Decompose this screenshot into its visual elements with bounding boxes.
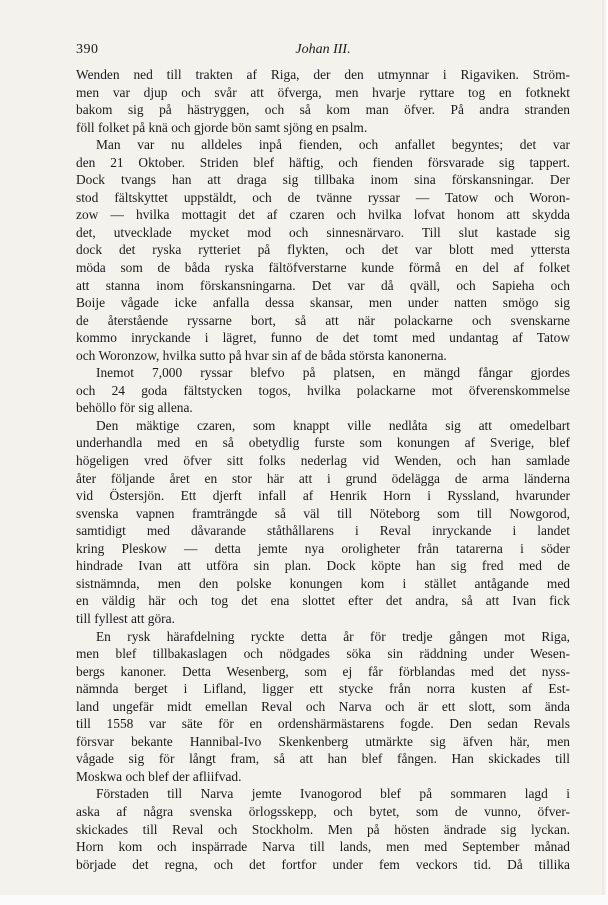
text-line: kommo inryckande i lägret, funno de det tomt med undantag af Tatow [76, 330, 570, 346]
text-line: Man var nu alldeles inpå fienden, och anfallet begyntes; det var [96, 137, 570, 153]
page-header [76, 42, 570, 62]
text-line: och Woronzow, hvilka sutto på hvar sin af de båda största kanonerna. [76, 347, 447, 363]
text-line: försvar bekante Hannibal-Ivo Skenkenberg utmärkte sig äfven här, men [76, 733, 570, 749]
text-line: vågade sig för långt fram, så att han blef fången. Han skickades till [76, 751, 570, 767]
text-line: sistnämnda, men den polske konungen kom i stället antågande med [76, 575, 570, 591]
text-line: en väldig här och tog det ena slottet efter det andra, så att Ivan fick [76, 593, 570, 609]
running-title: Johan III. [295, 42, 351, 57]
text-line: underhandla med en så obetydlig furste som konungen af Sverige, blef [76, 435, 570, 451]
text-line: till 1558 var säte för en ordenshärmästarens fogde. Den sedan Revals [76, 716, 570, 732]
text-line: möda som de båda ryska fältöfverstarne kunde förmå en del af folket [76, 260, 570, 276]
text-line: svenska vapnen framträngde så väl till Nöteborg som till Nowgorod, [76, 505, 570, 521]
text-line: men blef tillbakaslagen och nödgades söka sin räddning under Wesen- [76, 646, 570, 662]
text-line: Wenden ned till trakten af Riga, der den utmynnar i Rigaviken. Ström- [76, 67, 570, 82]
text-line: kring Pleskow — detta jemte nya oroligheter från tatarerna i söder [76, 540, 570, 556]
text-line: den 21 Oktober. Striden blef häftig, och fienden försvarade sig tappert. [76, 154, 570, 170]
text-line: vid Östersjön. Ett djerft infall af Henrik Horn i Ryssland, hvarunder [76, 488, 570, 504]
text-line: aska af några svenska örlogsskepp, och bytet, som de vunno, öfver- [76, 803, 570, 819]
text-line: Horn kom och inspärrade Narva till lands, men med September månad [76, 839, 570, 855]
page-edge [602, 0, 608, 905]
text-line: högeligen vred öfver sitt folks nederlag vid Wenden, och han samlade [76, 453, 570, 469]
text-line: samtidigt med dåvarande ståthållarens i Reval inryckande i landet [76, 523, 570, 539]
body-text [76, 66, 570, 873]
page-number: 390 [76, 42, 99, 57]
text-line: nämnda berget i Lifland, ligger ett stycke från norra kusten af Est- [76, 681, 570, 697]
text-line: började det regna, och det fortfor under fem veckors tid. Då tillika [76, 856, 570, 872]
text-line: men var djup och svår att öfverga, men hvarje ryttare tog en fotknekt [76, 84, 570, 100]
page-bottom-edge [0, 895, 608, 905]
text-line: Dock tvangs han att draga sig tillbaka inom sina förskansningar. Der [76, 172, 570, 188]
text-line: Inemot 7,000 ryssar blefvo på platsen, en mängd fångar gjordes [96, 365, 570, 381]
text-line: Boije vågade icke anfalla dessa skansar, men under natten smögo sig [76, 295, 570, 311]
text-line: de återstående ryssarne bort, så att när polackarne och svenskarne [76, 312, 570, 328]
text-line: hindrade Ivan att utföra sin plan. Dock köpte han sig fred med de [76, 558, 570, 574]
text-line: och 24 goda fältstycken togos, hvilka polackarne mot öfverenskommelse [76, 382, 570, 398]
text-line: till fyllest att göra. [76, 610, 175, 626]
text-line: skickades till Reval och Stockholm. Men på hösten ändrade sig lyckan. [76, 821, 570, 837]
text-line: Moskwa och blef der afliifvad. [76, 768, 242, 784]
text-line: Förstaden till Narva jemte Ivanogorod blef på sommaren lagd i [96, 786, 570, 802]
text-line: Den mäktige czaren, som knappt ville nedlåta sig att omedelbart [96, 417, 570, 433]
text-line: behöllo för sig allena. [76, 400, 193, 416]
text-line: land ungefär midt emellan Reval och Narva och är ett slott, som ända [76, 698, 570, 714]
text-line: zow — hvilka mottagit det af czaren och hvilka lofvat honom att skydda [76, 207, 570, 223]
text-line: att stanna inom förskansningarna. Det var då qväll, och Sapieha och [76, 277, 570, 293]
text-line: bakom sig på hästryggen, och så kom man öfver. På andra stranden [76, 102, 570, 118]
text-line: föll folket på knä och gjorde bön samt sjöng en psalm. [76, 119, 368, 135]
text-line: bergs kanoner. Detta Wesenberg, som ej får förblandas med det nyss- [76, 663, 570, 679]
text-line: åter följande året en stor här att i grund ödelägga de arma länderna [76, 470, 570, 486]
text-line: En rysk härafdelning ryckte detta år för tredje gången mot Riga, [96, 628, 570, 644]
text-line: det, utvecklade mycket mod och sinnesnärvaro. Till slut kastade sig [76, 224, 570, 240]
text-line: dock det ryska rytteriet på flykten, och det var blott med yttersta [76, 242, 570, 258]
text-line: stod fältskyttet uppstäldt, och de tvänne ryssar — Tatow och Woron- [76, 189, 570, 205]
